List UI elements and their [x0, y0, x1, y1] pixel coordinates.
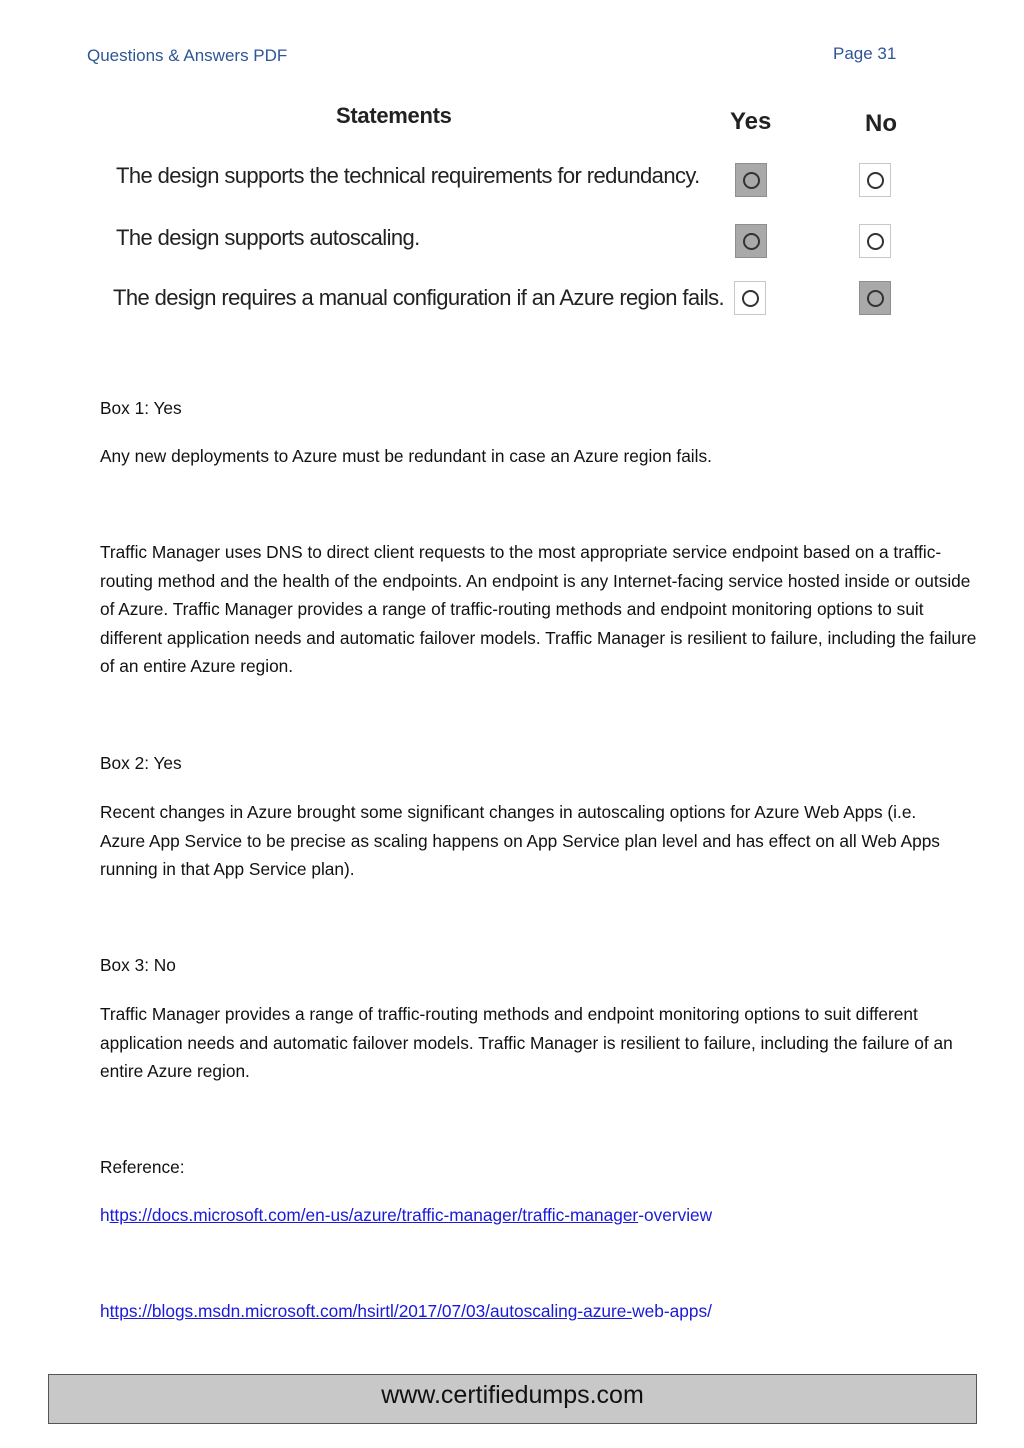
radio-circle-icon: [867, 233, 884, 250]
ref2-suffix: web-apps/: [632, 1301, 712, 1321]
statement-3-yes-radio[interactable]: [734, 281, 766, 315]
reference-label: Reference:: [100, 1157, 185, 1177]
statement-1-yes-radio[interactable]: [735, 163, 767, 197]
radio-circle-icon: [867, 172, 884, 189]
box1-explanation: Traffic Manager uses DNS to direct client requests to the most appropriate service endpoint based on a traffic-routing method and the health of the endpoints. An endpoint is any Internet-facing service hosted inside or outside of Azure. Traffic Manager provides a range of traffic-routing methods and endpoint monitoring options to suit different application needs and automatic failover models. Traffic Manager is resilient to failure, including the failure of an entire Azure region.: [100, 542, 977, 676]
reference-link-2[interactable]: [100, 1297, 980, 1326]
statement-3-no-radio[interactable]: [859, 281, 891, 315]
box3-text: Traffic Manager provides a range of traffic-routing methods and endpoint monitoring options to suit different application needs and automatic failover models. Traffic Manager is resilient to failure, including the failure of an entire Azure region.: [100, 1004, 953, 1081]
box2-label: Box 2: Yes: [100, 753, 182, 773]
header-title: Questions & Answers PDF: [87, 46, 288, 65]
ref1-suffix: -overview: [638, 1205, 713, 1225]
reference-link-1[interactable]: [100, 1201, 980, 1230]
box3-label: Box 3: No: [100, 955, 176, 975]
statement-3: The design requires a manual configuration if an Azure region fails.: [113, 285, 725, 310]
statement-2-yes-radio[interactable]: [735, 224, 767, 258]
statement-1-no-radio[interactable]: [859, 163, 891, 197]
box2-text: Recent changes in Azure brought some significant changes in autoscaling options for Azure Web Apps (i.e. Azure App Service to be precise as scaling happens on App Service plan level and has effect on all Web Apps running in that App Service plan).: [100, 802, 940, 879]
statement-2: The design supports autoscaling.: [116, 225, 420, 250]
no-column-heading: No: [865, 110, 897, 137]
radio-circle-icon: [742, 290, 759, 307]
radio-circle-icon: [743, 233, 760, 250]
statement-2-no-radio[interactable]: [859, 224, 891, 258]
statements-heading: Statements: [336, 103, 452, 128]
box1-label: Box 1: Yes: [100, 398, 182, 418]
footer-bar: [48, 1374, 977, 1424]
radio-circle-icon: [867, 290, 884, 307]
ref2-prefix: h: [100, 1301, 110, 1321]
box1-text: Any new deployments to Azure must be redundant in case an Azure region fails.: [100, 446, 712, 466]
ref1-prefix: h: [100, 1205, 110, 1225]
statement-1: The design supports the technical requirements for redundancy.: [116, 163, 700, 188]
yes-column-heading: Yes: [730, 108, 772, 135]
page-number: Page 31: [833, 44, 897, 63]
footer-website[interactable]: www.certifiedumps.com: [381, 1381, 644, 1409]
ref1-link[interactable]: ttps://docs.microsoft.com/en-us/azure/traffic-manager/traffic-manager: [109, 1205, 639, 1225]
radio-circle-icon: [743, 172, 760, 189]
ref2-link[interactable]: ttps://blogs.msdn.microsoft.com/hsirtl/2017/07/03/autoscaling-azure-: [109, 1301, 633, 1321]
